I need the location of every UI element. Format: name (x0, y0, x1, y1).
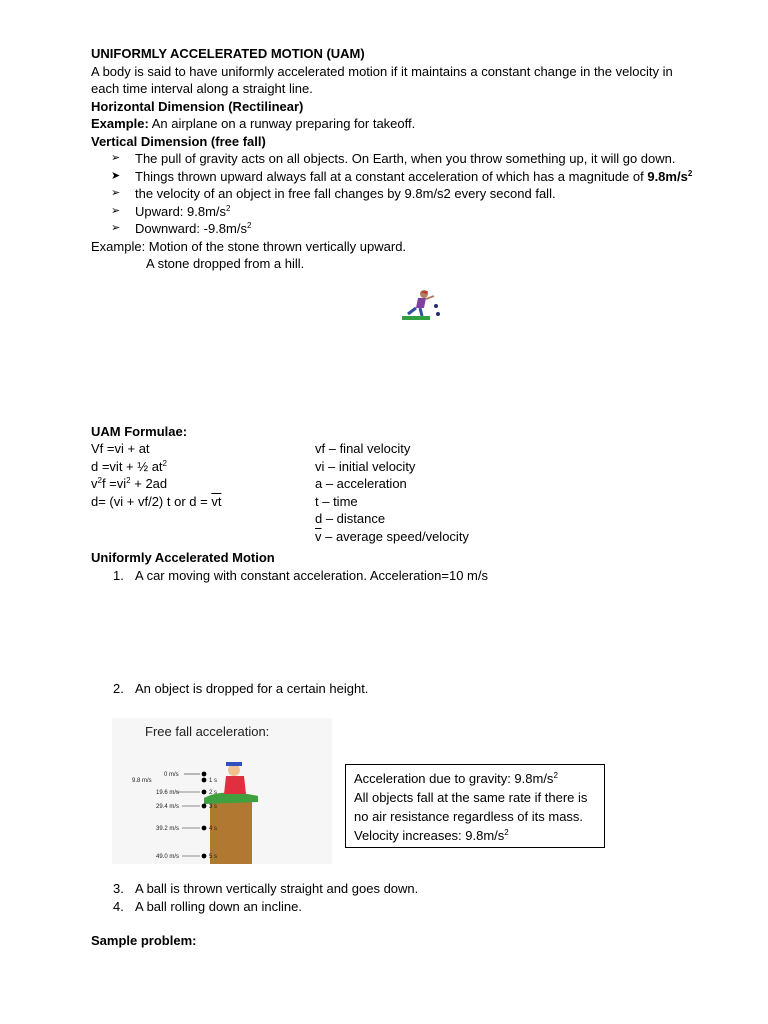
legend-vf: vf – final velocity (315, 441, 411, 456)
vertical-bullets (91, 150, 691, 238)
arrows (176, 774, 200, 856)
document-page (91, 45, 691, 698)
speed-label: 39.2 m/s (156, 826, 180, 832)
stone (434, 304, 438, 308)
formula-4: d= (vi + vf/2) t or $d = \overline{vt}$ (91, 493, 222, 509)
legend-vi: vi – initial velocity (315, 458, 416, 474)
horizontal-heading: Horizontal Dimension (Rectilinear) (91, 98, 304, 114)
list-item: 1. A car moving with constant acceleration. Acceleration=10 m/s (113, 567, 488, 583)
falling-object-dots (202, 772, 207, 859)
time-label: 1 s (209, 778, 218, 784)
uam-heading: Uniformly Accelerated Motion (91, 550, 275, 565)
time-label: 4 s (209, 826, 218, 832)
list-item: 4. A ball rolling down an incline. (113, 898, 302, 914)
variable-legend (315, 440, 615, 545)
legend-v: $\overline{v}$ – average speed/velocity (315, 528, 469, 544)
speed-label: 9.8 m/s (132, 778, 152, 784)
arrow-bullet-icon: ➢ (111, 222, 121, 234)
arrow-bullet-icon: ➢ (111, 187, 121, 199)
document-title: UNIFORMLY ACCELERATED MOTION (UAM) (91, 46, 365, 61)
time-label: 3 s (209, 804, 218, 810)
speed-label: 29.4 m/s (156, 804, 180, 810)
box-line-1: Acceleration due to gravity: $9.8m/s^2$ (354, 771, 558, 786)
list-item: ➢ Upward: $9.8m/s^2$ (111, 203, 231, 219)
kid-legs (408, 308, 422, 316)
kid-throwing-stone-illustration (396, 288, 442, 324)
box-line-2: All objects fall at the same rate if there is (354, 790, 588, 805)
dot (202, 772, 207, 777)
arrow-bullet-icon: ➢ (111, 152, 121, 164)
spacer (91, 584, 691, 680)
list-item: ➢ The pull of gravity acts on all objects. On Earth, when you throw something up, it will go down. (111, 151, 676, 166)
formulae-heading: UAM Formulae: (91, 423, 188, 439)
legend-d: d – distance (315, 511, 386, 526)
free-fall-figure (112, 718, 332, 864)
lower-section (91, 880, 691, 950)
dot (202, 778, 207, 783)
uam-list-3 (91, 880, 691, 915)
kid-arm (426, 296, 434, 299)
list-item: 3. A ball is thrown vertically straight and goes down. (113, 881, 419, 896)
ground (402, 316, 430, 320)
formula-1: Vf =vi + at (91, 441, 150, 456)
arrow-bullet-icon: ➤ (111, 169, 121, 182)
dot (202, 826, 207, 831)
legend-t: t – time (315, 493, 358, 509)
gravity-info-box (345, 764, 605, 848)
dot (202, 790, 207, 795)
dot (202, 804, 207, 809)
uam-list-2 (91, 680, 691, 698)
kid-shirt (416, 298, 426, 308)
formula-list (91, 440, 315, 545)
legend-a: a – acceleration (315, 476, 407, 491)
list-item: ➢ Downward: $-9.8m/s^2$ (111, 221, 252, 236)
uam-list-1 (91, 567, 691, 585)
list-item: ➢ the velocity of an object in free fall changes by 9.8m/s2 every second fall. (111, 186, 556, 201)
figure-title: Free fall acceleration: (145, 724, 270, 739)
list-item: 2. An object is dropped for a certain height. (113, 681, 369, 696)
speed-label: 0 m/s (164, 772, 179, 778)
formulae-block (91, 440, 691, 545)
speed-label: 49.0 m/s (156, 854, 180, 860)
arrow-bullet-icon: ➢ (111, 204, 121, 217)
formula-3: $v^2f =vi^2 + 2ad$ (91, 476, 168, 491)
vertical-heading: Vertical Dimension (free fall) (91, 133, 266, 149)
formula-2: d =vit + ½ $at^2$ (91, 458, 167, 474)
kid-dress (224, 776, 246, 794)
free-fall-diagram (112, 718, 332, 864)
vertical-example-1: Example: Motion of the stone thrown vertically upward. (91, 238, 407, 254)
stone (436, 312, 440, 316)
list-item: ➤ Things thrown upward always fall at a constant acceleration of which has a magnitude of $9.8m/s^2$ (111, 168, 693, 184)
spacer (91, 273, 691, 423)
sample-problem-heading: Sample problem: (91, 933, 197, 948)
box-line-3: no air resistance regardless of its mass. (354, 809, 584, 824)
kid-cap (226, 762, 242, 766)
box-line-4: Velocity increases: $9.8m/s^2$ (354, 828, 509, 843)
time-label: 2 s (209, 790, 218, 796)
time-label: 5 s (209, 854, 218, 860)
horizontal-example: Example: An airplane on a runway preparing for takeoff. (91, 116, 416, 131)
dot (202, 854, 207, 859)
intro-paragraph: A body is said to have uniformly accelerated motion if it maintains a constant change in the velocity in each time interval along a straight line. (91, 63, 673, 96)
speed-label: 19.6 m/s (156, 790, 180, 796)
vertical-example-2: A stone dropped from a hill. (146, 256, 305, 271)
